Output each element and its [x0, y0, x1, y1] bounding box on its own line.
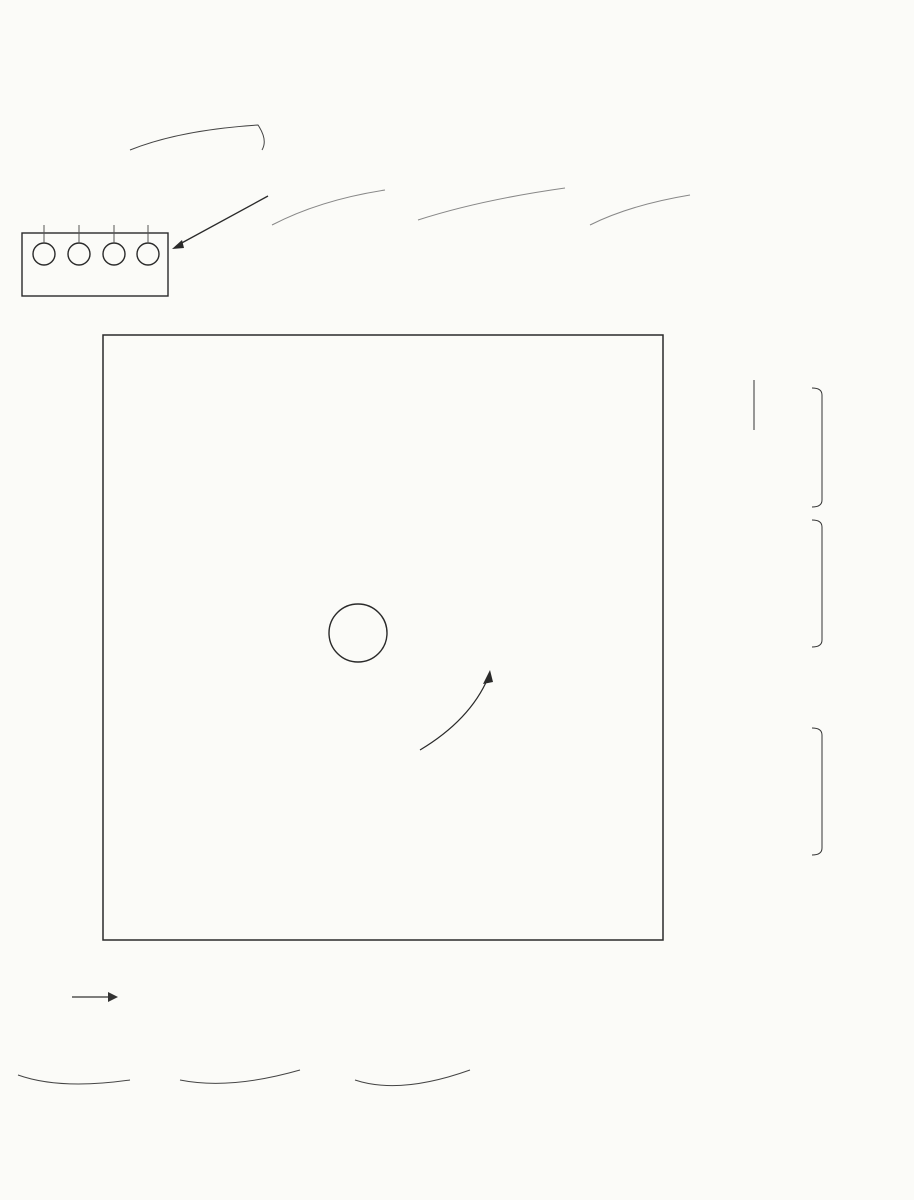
rotation-arrow — [420, 678, 488, 750]
top-groups — [272, 188, 690, 225]
right-annotations — [754, 380, 822, 855]
bottom-annotations — [18, 992, 470, 1086]
upper-terminal-strip — [22, 196, 268, 296]
center-hub — [329, 604, 387, 662]
strip-terminal-b — [68, 243, 90, 265]
disc-board — [103, 335, 663, 940]
strip-terminal-a — [33, 243, 55, 265]
top-feed-notes — [130, 125, 264, 150]
strip-terminal-c — [103, 243, 125, 265]
strip-terminal-d — [137, 243, 159, 265]
rotation-arrowhead — [483, 670, 493, 684]
